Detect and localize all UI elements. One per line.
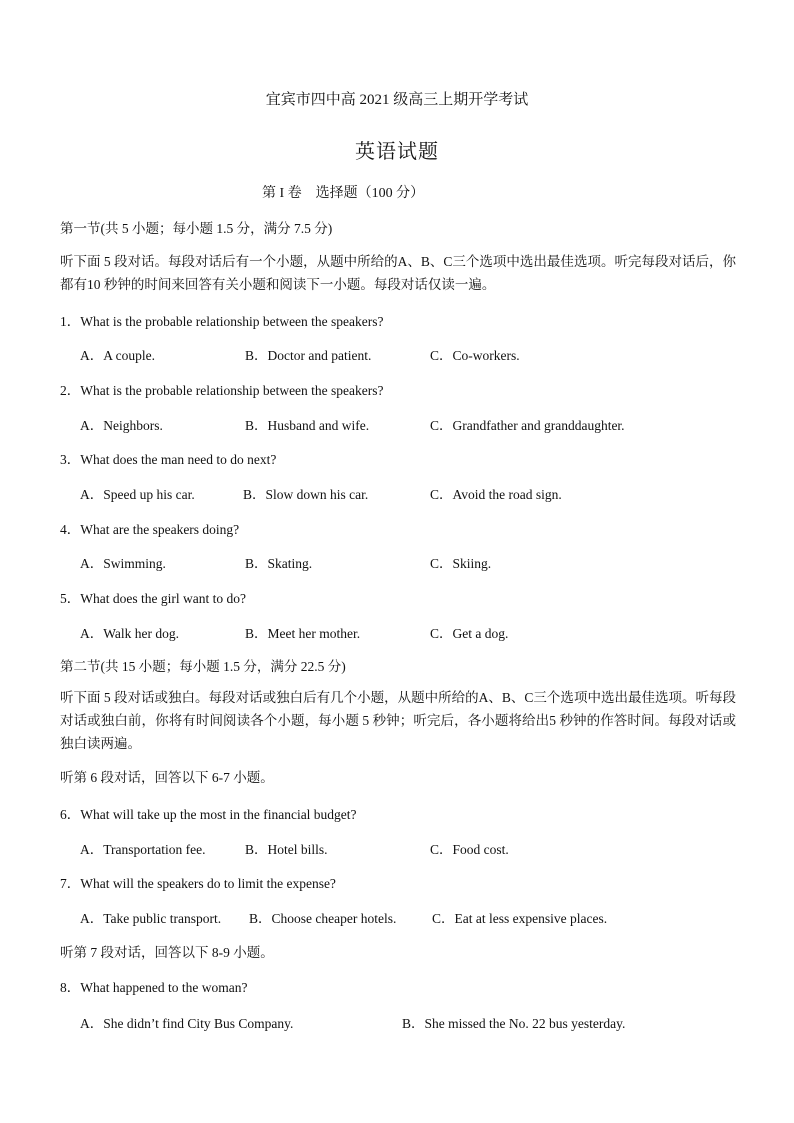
section2-title: 第二节(共 15 小题；每小题 1.5 分，满分 22.5 分) xyxy=(60,659,346,674)
q5-option-a: A．Walk her dog. xyxy=(80,626,180,641)
q7-option-c: C．Eat at less expensive places. xyxy=(432,911,608,926)
question-4: 4．What are the speakers doing? xyxy=(60,522,240,537)
dialogue-7-lead: 听第 7 段对话，回答以下 8-9 小题。 xyxy=(60,945,274,960)
q3-option-b: B．Slow down his car. xyxy=(243,487,369,502)
q8-option-b: B．She missed the No. 22 bus yesterday. xyxy=(402,1016,626,1031)
question-1: 1．What is the probable relationship between the speakers? xyxy=(60,314,384,329)
q6-option-b: B．Hotel bills. xyxy=(245,842,328,857)
q6-option-a: A．Transportation fee. xyxy=(80,842,206,857)
question-2: 2．What is the probable relationship between the speakers? xyxy=(60,383,384,398)
exam-school-line: 宜宾市四中高 2021 级高三上期开学考试 xyxy=(265,92,529,108)
q2-option-a: A．Neighbors. xyxy=(80,418,163,433)
section1-instructions: 听下面 5 段对话。每段对话后有一个小题，从题中所给的A、B、C三个选项中选出最佳选项。听完每段对话后，你都有10 秒钟的时间来回答有关小题和阅读下一小题。每段对话仅读一遍。 xyxy=(60,254,736,292)
section2-instructions: 听下面 5 段对话或独白。每段对话或独白后有几个小题，从题中所给的A、B、C三个选项中选出最佳选项。听每段对话或独白前，你将有时间阅读各个小题，每小题 5 秒钟；听完后，各小题将给出5 秒钟的作答时间。每段对话或独白读两遍。 xyxy=(60,690,736,751)
q7-option-a: A．Take public transport. xyxy=(80,911,222,926)
q7-option-b: B．Choose cheaper hotels. xyxy=(249,911,397,926)
question-3: 3．What does the man need to do next? xyxy=(60,452,277,467)
section1-title: 第一节(共 5 小题；每小题 1.5 分，满分 7.5 分) xyxy=(60,221,333,236)
exam-subject-title: 英语试题 xyxy=(355,141,439,163)
q6-option-c: C．Food cost. xyxy=(430,842,509,857)
question-7: 7．What will the speakers do to limit the expense? xyxy=(60,876,336,891)
q1-option-a: A．A couple. xyxy=(80,348,155,363)
q4-option-c: C．Skiing. xyxy=(430,556,492,571)
q3-option-a: A．Speed up his car. xyxy=(80,487,195,502)
volume-heading: 第 I 卷 选择题（100 分） xyxy=(262,186,425,201)
q2-option-b: B．Husband and wife. xyxy=(245,418,370,433)
question-5: 5．What does the girl want to do? xyxy=(60,591,246,606)
q1-option-b: B．Doctor and patient. xyxy=(245,348,372,363)
q1-option-c: C．Co-workers. xyxy=(430,348,520,363)
q3-option-c: C．Avoid the road sign. xyxy=(430,487,562,502)
dialogue-6-lead: 听第 6 段对话，回答以下 6-7 小题。 xyxy=(60,770,274,785)
question-6: 6．What will take up the most in the financial budget? xyxy=(60,807,357,822)
q5-option-c: C．Get a dog. xyxy=(430,626,509,641)
q5-option-b: B．Meet her mother. xyxy=(245,626,361,641)
q8-option-a: A．She didn’t find City Bus Company. xyxy=(80,1016,294,1031)
q2-option-c: C．Grandfather and granddaughter. xyxy=(430,418,625,433)
q4-option-a: A．Swimming. xyxy=(80,556,166,571)
q4-option-b: B．Skating. xyxy=(245,556,313,571)
question-8: 8．What happened to the woman? xyxy=(60,980,248,995)
